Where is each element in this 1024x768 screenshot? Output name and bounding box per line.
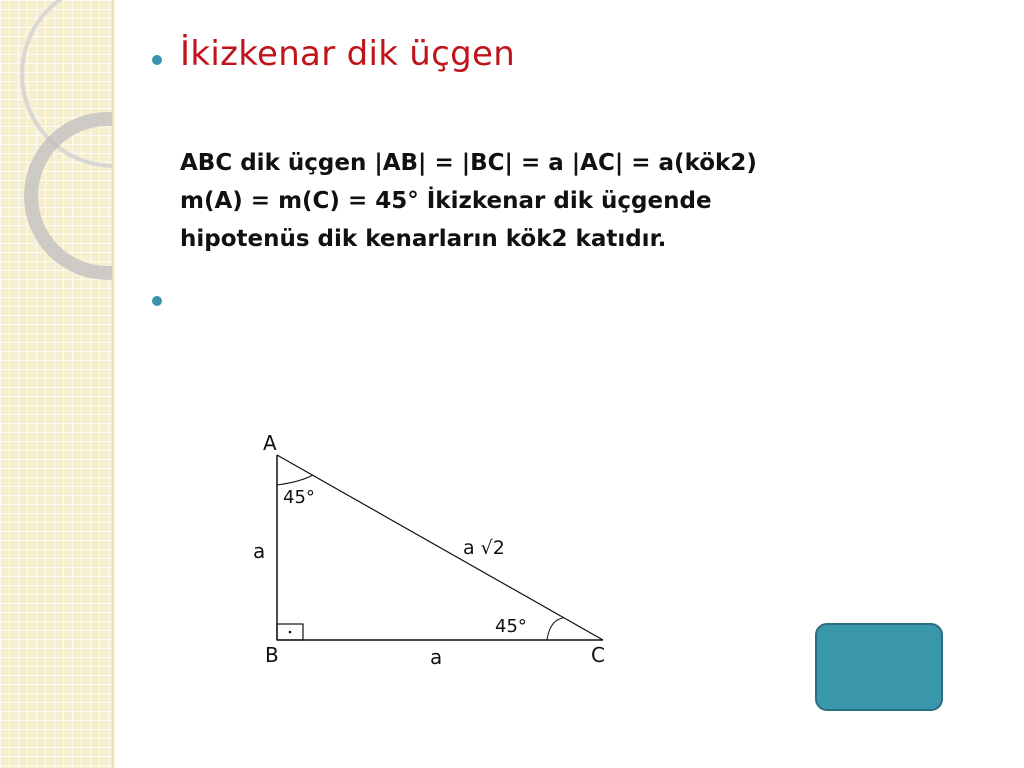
side-bc-label: a — [430, 645, 443, 669]
sidebar-edge — [112, 0, 116, 768]
angle-c-label: 45° — [495, 616, 527, 637]
vertex-c-label: C — [591, 643, 605, 667]
slide-body — [180, 144, 940, 258]
bullet-icon — [152, 296, 162, 306]
action-button[interactable] — [815, 623, 943, 711]
angle-a-label: 45° — [283, 487, 315, 508]
decorative-ring — [24, 112, 112, 280]
side-ac-line — [277, 455, 603, 640]
body-line: ABC dik üçgen |AB| = |BC| = a |AC| = a(kök2) — [180, 150, 757, 176]
slide-title: İkizkenar dik üçgen — [180, 34, 516, 74]
angle-a-arc — [277, 475, 313, 485]
triangle-diagram — [245, 430, 625, 680]
vertex-b-label: B — [265, 643, 279, 667]
vertex-a-label: A — [263, 431, 277, 455]
bullet-icon — [152, 55, 162, 65]
side-ac-label: a √2 — [463, 537, 505, 559]
decorative-sidebar — [0, 0, 112, 768]
body-line: hipotenüs dik kenarların kök2 katıdır. — [180, 226, 667, 252]
angle-c-arc — [547, 618, 563, 640]
right-angle-dot — [289, 631, 292, 634]
side-ab-label: a — [253, 539, 266, 563]
body-line: m(A) = m(C) = 45° İkizkenar dik üçgende — [180, 188, 712, 214]
